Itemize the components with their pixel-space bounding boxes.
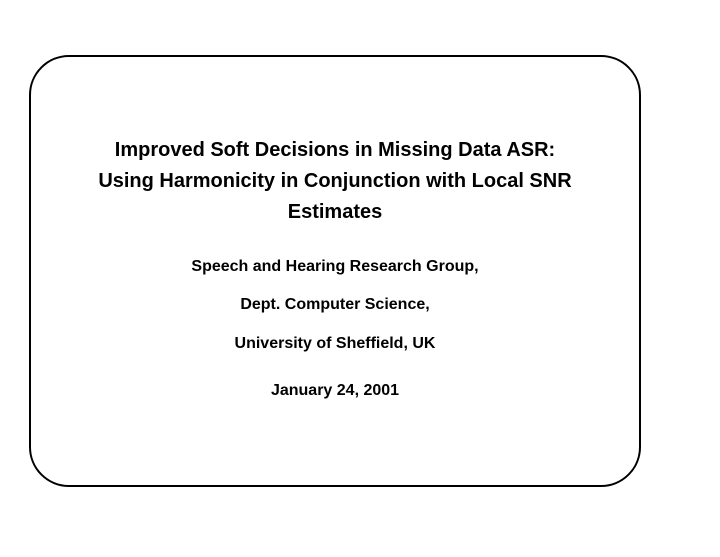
presentation-date: January 24, 2001 xyxy=(270,382,400,399)
title-line-2: Using Harmonicity in Conjunction with Local SNR xyxy=(98,170,572,192)
research-group: Speech and Hearing Research Group, xyxy=(191,258,479,275)
university: University of Sheffield, UK xyxy=(234,335,436,352)
title-line-3: Estimates xyxy=(287,201,383,223)
title-line-1: Improved Soft Decisions in Missing Data ASR: xyxy=(114,139,556,161)
department: Dept. Computer Science, xyxy=(240,296,430,313)
slide-title xyxy=(29,135,641,228)
